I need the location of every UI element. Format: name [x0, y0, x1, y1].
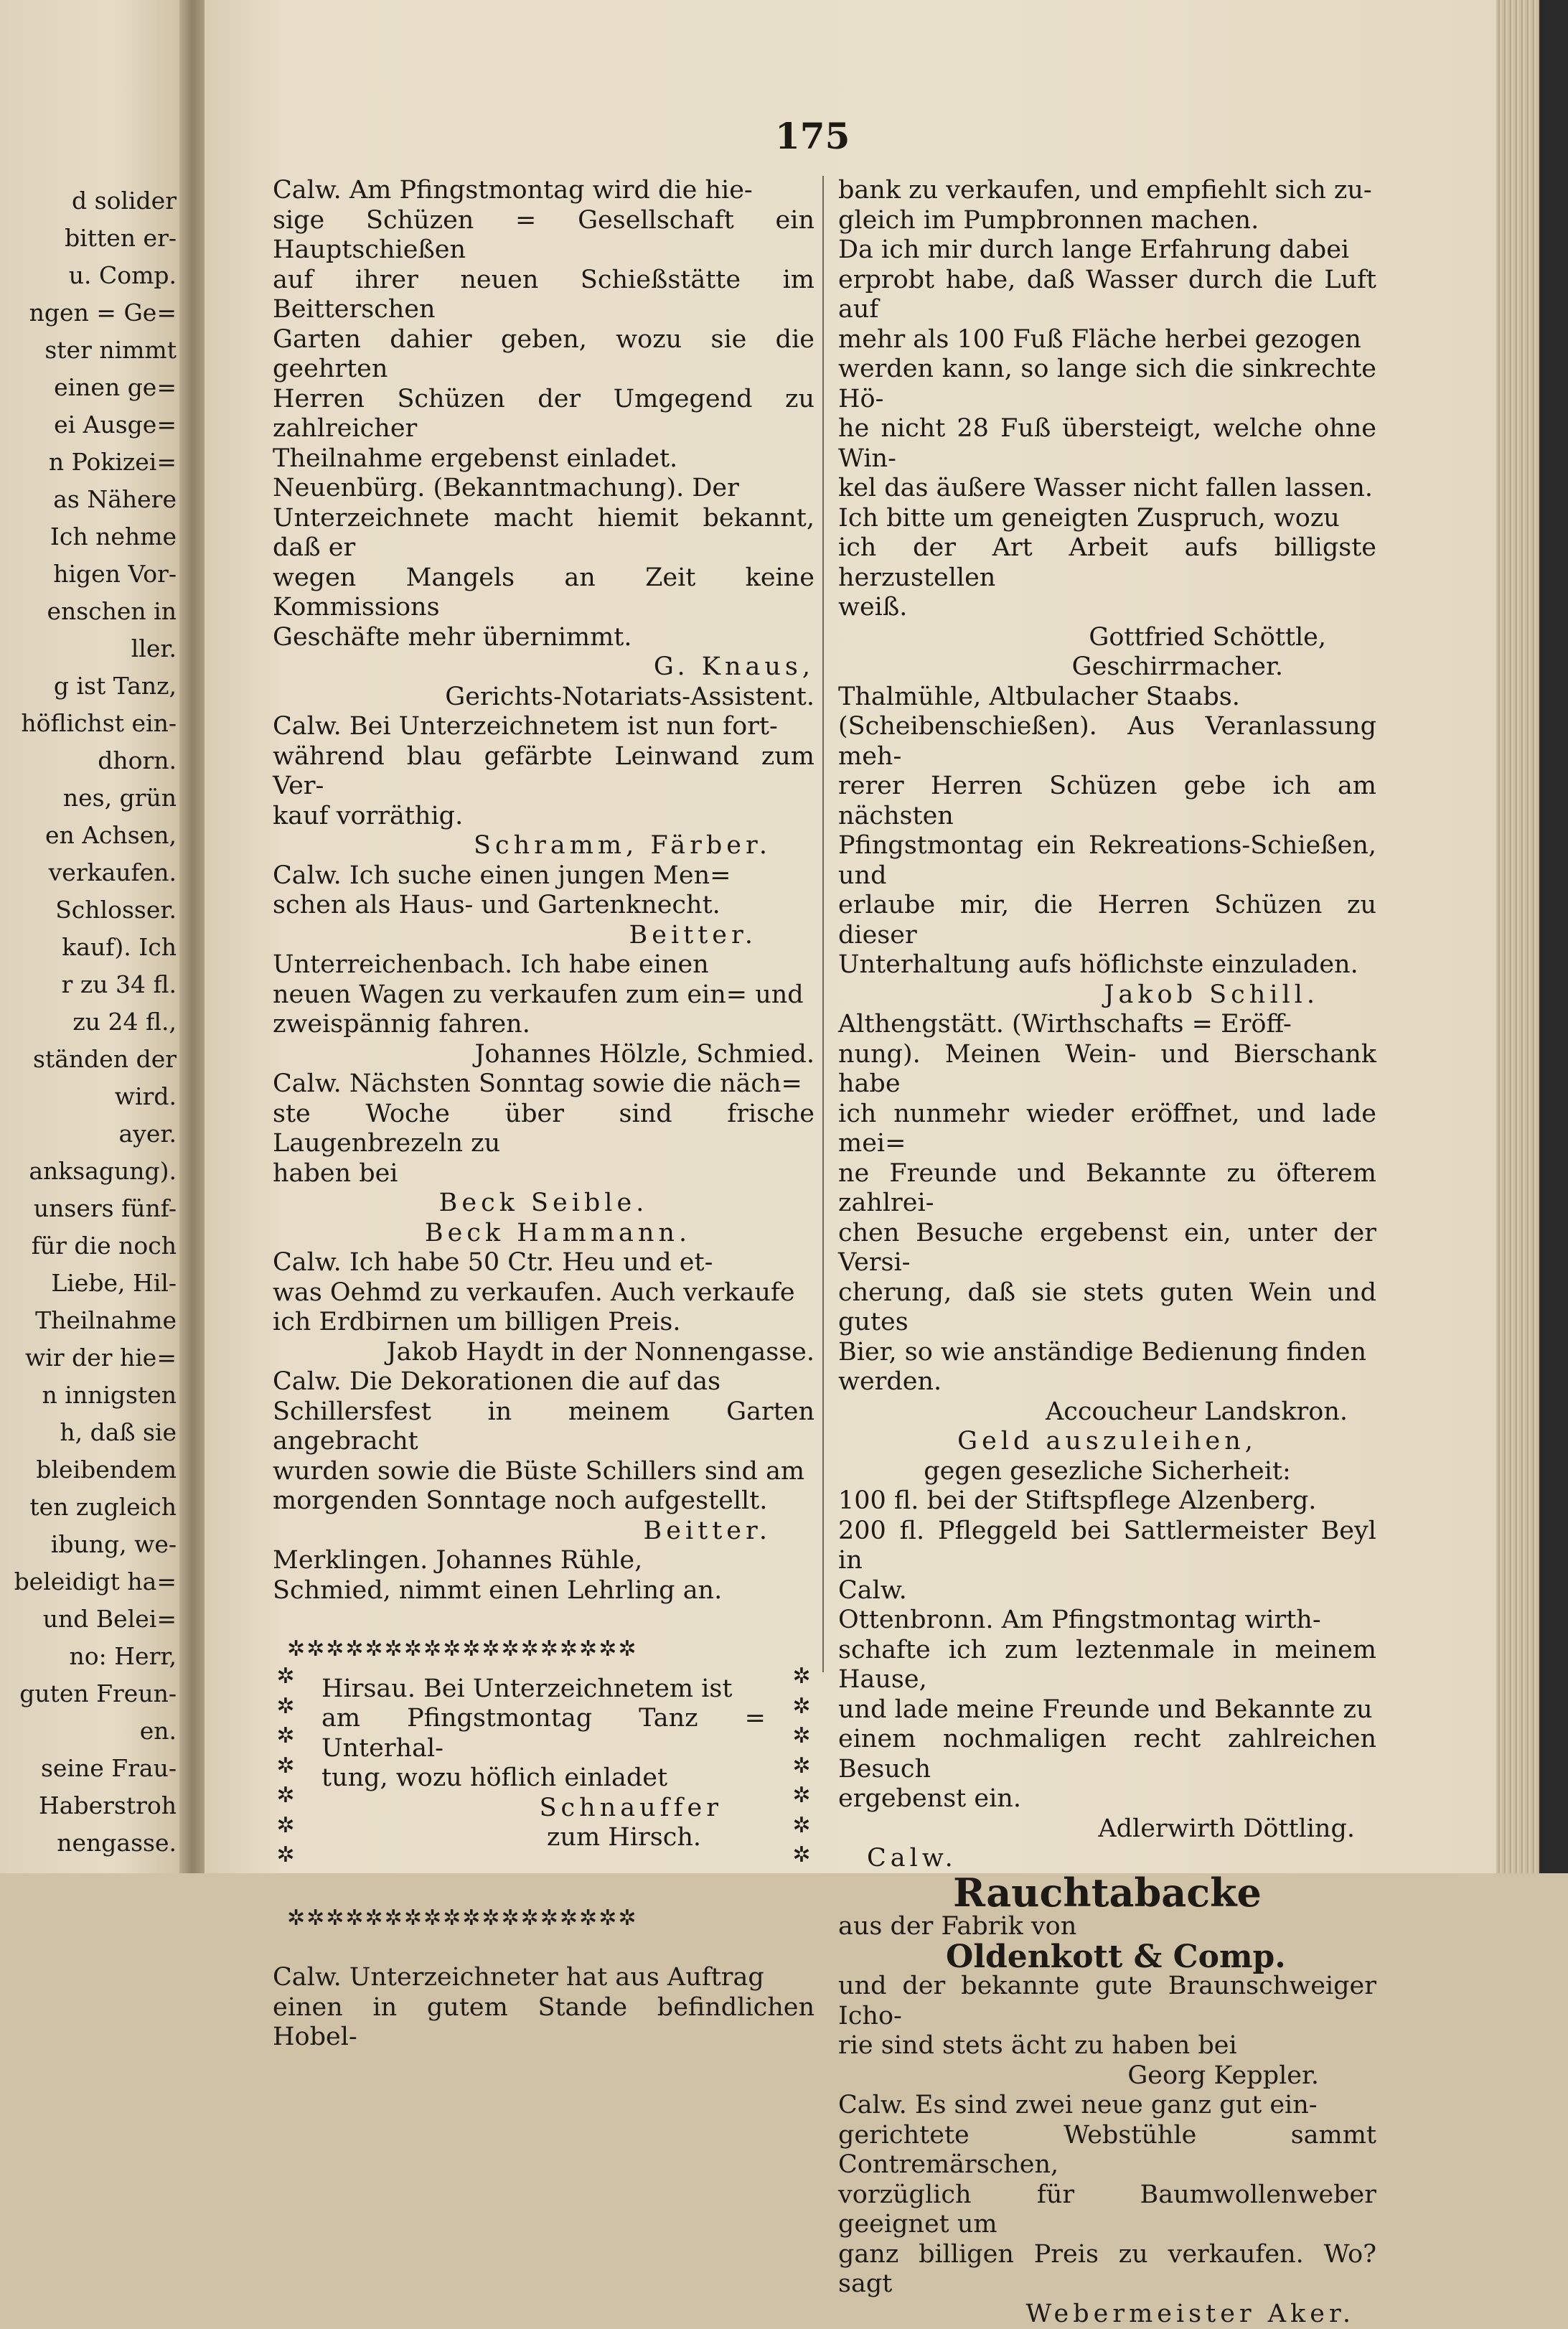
text-line: morgenden Sonntage noch aufgestellt. [273, 1486, 814, 1517]
ad-calw-leinwand [273, 712, 814, 831]
left-page-fragment: as Nähere [53, 485, 177, 514]
left-page-fragment: wir der hie= [25, 1344, 177, 1372]
text-line: (Scheibenschießen). Aus Veranlassung meh- [838, 712, 1376, 772]
text-line: Geschäfte mehr übernimmt. [273, 623, 814, 653]
left-page-fragment: ayer. [119, 1120, 177, 1148]
text-line: Pfingstmontag ein Rekreations-Schießen, und [838, 831, 1376, 891]
text-line: Calw. Am Pfingstmontag wird die hie- [273, 176, 814, 206]
ad-althengstaett [838, 1010, 1376, 1397]
ad-calw-schillersfest [273, 1367, 814, 1517]
left-page-fragment: ten zugleich [29, 1493, 177, 1522]
signature: Adlerwirth Döttling. [838, 1814, 1376, 1845]
ad-ottenbronn [838, 1606, 1376, 1814]
text-line: sige Schüzen = Gesellschaft ein Hauptschießen [273, 206, 814, 266]
left-page-fragment: kauf). Ich [62, 933, 177, 962]
text-line: cherung, daß sie stets guten Wein und gutes [838, 1278, 1376, 1338]
star-icon: ✲ [276, 1721, 294, 1751]
text-line: Unterreichenbach. Ich habe einen [273, 950, 814, 980]
left-page-fragment: higen Vor- [53, 560, 177, 589]
left-page-fragment: dhorn. [98, 746, 177, 775]
left-page-fragment: d solider [72, 187, 177, 215]
text-line: werden. [838, 1367, 1376, 1397]
text-line: haben bei [273, 1159, 814, 1189]
star-icon: ✲ [792, 1840, 810, 1870]
left-page-fragment: no: Herr, [70, 1642, 177, 1671]
text-line: ne Freunde und Bekannte zu öfterem zahlrei- [838, 1159, 1376, 1219]
left-page-fragment: enschen in [47, 597, 177, 626]
text-line: Calw. Es sind zwei neue ganz gut ein- [838, 2091, 1376, 2121]
text-line: Herren Schüzen der Umgegend zu zahlreicher [273, 385, 814, 444]
ad-zuspruch [838, 504, 1376, 623]
text-line: wurden sowie die Büste Schillers sind am [273, 1457, 814, 1487]
text-line: Merklingen. Johannes Rühle, [273, 1546, 814, 1576]
star-icon: ✲ [276, 1811, 294, 1841]
signature: Gottfried Schöttle, [838, 623, 1376, 653]
left-page-fragment: guten Freun- [19, 1679, 177, 1708]
rauchtabacke-title: Rauchtabacke [838, 1878, 1376, 1908]
brand-name: Oldenkott & Comp. [838, 1942, 1376, 1972]
left-page-fragment: r zu 34 fl. [62, 970, 177, 999]
ad-calw-hobelbank [273, 1963, 814, 2053]
signature: Johannes Hölzle, Schmied. [273, 1040, 814, 1070]
text-line: und lade meine Freunde und Bekannte zu [838, 1695, 1376, 1725]
signature: Georg Keppler. [838, 2061, 1376, 2091]
page-edge [1496, 0, 1568, 1873]
ad-calw-heu [273, 1248, 814, 1338]
ad-calw-brezeln [273, 1069, 814, 1189]
text-line: gleich im Pumpbronnen machen. [838, 206, 1376, 236]
left-page-fragment: en Achsen, [45, 821, 177, 850]
text-line: ich nunmehr wieder eröffnet, und lade mei= [838, 1100, 1376, 1159]
star-icon: ✲ [792, 1781, 810, 1811]
text-line: Garten dahier geben, wozu sie die geehrten [273, 325, 814, 385]
star-border-top: ✲✲✲✲✲✲✲✲✲✲✲✲✲✲✲✲✲✲ [287, 1634, 800, 1664]
text-line: werden kann, so lange sich die sinkrechte Hö- [838, 355, 1376, 414]
left-page-fragment: en. [140, 1717, 177, 1745]
left-page-fragment: Liebe, Hil- [51, 1269, 177, 1298]
left-page-fragment: beleidigt ha= [14, 1567, 177, 1596]
text-line: Calw. Ich habe 50 Ctr. Heu und et- [273, 1248, 814, 1278]
ad-merklingen [273, 1546, 814, 1606]
text-line: Unterhaltung aufs höflichste einzuladen. [838, 950, 1376, 980]
signature: zum Hirsch. [321, 1823, 766, 1853]
left-page-fragment: wird. [115, 1082, 177, 1111]
text-line: und der bekannte gute Braunschweiger Icho- [838, 1972, 1376, 2031]
left-page-fragment: und Belei= [43, 1605, 177, 1634]
text-line: Neuenbürg. (Bekanntmachung). Der [273, 474, 814, 504]
left-page-fragment: ster nimmt [44, 336, 177, 365]
text-line: was Oehmd zu verkaufen. Auch verkaufe [273, 1278, 814, 1308]
ad-neuenbuerg [273, 474, 814, 652]
star-border-bottom: ✲✲✲✲✲✲✲✲✲✲✲✲✲✲✲✲✲✲ [287, 1903, 800, 1934]
ad-calw-webstuehle [838, 2091, 1376, 2300]
ad-calw-schuetzen [273, 176, 814, 474]
text-line: ich der Art Arbeit aufs billigste herzustellen [838, 533, 1376, 593]
text-line: ergebenst ein. [838, 1784, 1376, 1814]
left-page-fragment: nes, grün [63, 784, 177, 812]
left-page-fragment: zu 24 fl., [72, 1008, 177, 1036]
text-line: 100 fl. bei der Stiftspflege Alzenberg. [838, 1486, 1376, 1517]
signature: Beck Seible. [273, 1189, 814, 1219]
column-divider [822, 176, 824, 1672]
signature: Geschirrmacher. [838, 652, 1376, 683]
text-line: schen als Haus- und Gartenknecht. [273, 891, 814, 921]
ad-pumpbronnen [838, 235, 1376, 504]
text-line: rerer Herren Schüzen gebe ich am nächsten [838, 772, 1376, 831]
text-line: Da ich mir durch lange Erfahrung dabei [838, 235, 1376, 266]
text-line: auf ihrer neuen Schießstätte im Beitterschen [273, 266, 814, 325]
text-line: Calw. Die Dekorationen die auf das [273, 1367, 814, 1397]
left-page-fragment: seine Frau- [41, 1754, 177, 1783]
text-line: zweispännig fahren. [273, 1010, 814, 1040]
star-icon: ✲ [276, 1840, 294, 1870]
left-page-fragment: ller. [131, 634, 177, 663]
left-page-fragment: n Pokizei= [49, 448, 177, 477]
signature: Accoucheur Landskron. [838, 1397, 1376, 1428]
text-line: Althengstätt. (Wirthschafts = Eröff- [838, 1010, 1376, 1040]
ad-tabak-text [838, 1972, 1376, 2061]
left-page-fragment: unsers fünf- [34, 1194, 177, 1223]
star-icon: ✲ [276, 1751, 294, 1781]
star-icon: ✲ [792, 1751, 810, 1781]
star-border-right [789, 1662, 814, 1906]
text-line: ganz billigen Preis zu verkaufen. Wo? sagt [838, 2240, 1376, 2300]
boxed-ad-text [321, 1664, 766, 1794]
left-page-fragment: anksagung). [29, 1157, 177, 1186]
text-line: Calw. Ich suche einen jungen Men= [273, 861, 814, 891]
left-page-fragment: verkaufen. [49, 858, 177, 887]
text-line: Thalmühle, Altbulacher Staabs. [838, 683, 1376, 713]
left-facing-page [0, 0, 188, 1873]
text-line: Hirsau. Bei Unterzeichnetem ist [321, 1674, 766, 1705]
text-line: wegen Mangels an Zeit keine Kommissions [273, 563, 814, 623]
boxed-ad-hirsau [273, 1618, 814, 1949]
left-page-fragment: bitten er- [65, 224, 177, 253]
left-page-fragment: nengasse. [57, 1829, 177, 1857]
text-line: erprobt habe, daß Wasser durch die Luft auf [838, 266, 1376, 325]
loan-subtitle: gegen gesezliche Sicherheit: [838, 1457, 1376, 1487]
ad-thalmuehle [838, 683, 1376, 980]
text-line: einen in gutem Stande befindlichen Hobel- [273, 1993, 814, 2053]
ad-unterreichenbach [273, 950, 814, 1040]
text-line: Calw. [838, 1576, 1376, 1606]
text-line: am Pfingstmontag Tanz = Unterhal- [321, 1704, 766, 1763]
text-line: chen Besuche ergebenst ein, unter der Versi- [838, 1219, 1376, 1278]
text-line: kel das äußere Wasser nicht fallen lassen. [838, 474, 1376, 504]
text-line: Calw. Unterzeichneter hat aus Auftrag [273, 1963, 814, 1993]
left-page-fragment: Schlosser. [55, 896, 177, 924]
left-page-fragment: ständen der [33, 1045, 177, 1074]
text-line: nung). Meinen Wein- und Bierschank habe [838, 1040, 1376, 1100]
place-heading: Calw. [838, 1844, 1376, 1874]
text-line: kauf vorräthig. [273, 802, 814, 832]
text-line: mehr als 100 Fuß Fläche herbei gezogen [838, 325, 1376, 355]
text-line: 200 fl. Pfleggeld bei Sattlermeister Beyl in [838, 1517, 1376, 1576]
page-number: 175 [775, 115, 850, 157]
ad-calw-knecht [273, 861, 814, 921]
left-page-fragment: Haberstroh [39, 1791, 177, 1820]
text-line: weiß. [838, 593, 1376, 623]
signature: Schramm, Färber. [273, 831, 814, 861]
text-line: he nicht 28 Fuß übersteigt, welche ohne Win- [838, 414, 1376, 474]
signature: Schnauffer [321, 1794, 766, 1824]
left-page-fragment: einen ge= [54, 373, 177, 402]
text-line: Unterzeichnete macht hiemit bekannt, daß er [273, 504, 814, 563]
loan-title: Geld auszuleihen, [838, 1427, 1376, 1457]
text-line: während blau gefärbte Leinwand zum Ver- [273, 742, 814, 802]
signature: Beitter. [273, 1517, 814, 1547]
text-line: Ottenbronn. Am Pfingstmontag wirth- [838, 1606, 1376, 1636]
signature: Beitter. [273, 921, 814, 951]
text-line: Schillersfest in meinem Garten angebracht [273, 1397, 814, 1457]
signature: Jakob Haydt in der Nonnengasse. [273, 1338, 814, 1368]
left-page-fragment: ibung, we- [51, 1530, 177, 1559]
text-line: tung, wozu höflich einladet [321, 1763, 766, 1794]
left-page-fragment: n innigsten [42, 1381, 177, 1410]
text-line: Bier, so wie anständige Bedienung finden [838, 1338, 1376, 1368]
left-page-fragment: Ich nehme [50, 522, 177, 551]
text-line: vorzüglich für Baumwollenweber geeignet um [838, 2180, 1376, 2240]
text-line: einem nochmaligen recht zahlreichen Besuch [838, 1725, 1376, 1784]
signature: Webermeister Aker. [838, 2300, 1376, 2329]
signature: Beck Hammann. [273, 1219, 814, 1249]
text-line: Ich bitte um geneigten Zuspruch, wozu [838, 504, 1376, 534]
left-page-fragment: Theilnahme [35, 1306, 177, 1335]
text-line: neuen Wagen zu verkaufen zum ein= und [273, 980, 814, 1011]
star-icon: ✲ [276, 1662, 294, 1692]
left-page-fragment: höflichst ein- [21, 709, 177, 738]
text-line: Schmied, nimmt einen Lehrling an. [273, 1576, 814, 1606]
signature: Jakob Schill. [838, 980, 1376, 1011]
star-icon: ✲ [792, 1811, 810, 1841]
fabrik-line: aus der Fabrik von [838, 1912, 1376, 1942]
text-line: erlaube mir, die Herren Schüzen zu dieser [838, 891, 1376, 950]
loan-list [838, 1486, 1376, 1606]
star-icon: ✲ [276, 1692, 294, 1722]
book-gutter [179, 0, 208, 1873]
left-page-fragment: u. Comp. [69, 261, 177, 290]
left-page-fragment: ngen = Ge= [29, 299, 177, 327]
left-page-fragment: ei Ausge= [54, 411, 177, 439]
left-page-fragment: für die noch [32, 1232, 177, 1260]
left-page-fragment: h, daß sie [60, 1418, 177, 1447]
text-line: Calw. Bei Unterzeichnetem ist nun fort- [273, 712, 814, 742]
text-line: schafte ich zum leztenmale in meinem Hause, [838, 1636, 1376, 1695]
right-column [838, 176, 1376, 2329]
text-line: gerichtete Webstühle sammt Contremärschen, [838, 2121, 1376, 2180]
star-icon: ✲ [276, 1781, 294, 1811]
signature: G. Knaus, [273, 652, 814, 683]
signature: Gerichts-Notariats-Assistent. [273, 683, 814, 713]
text-line: ste Woche über sind frische Laugenbrezeln zu [273, 1100, 814, 1159]
star-icon: ✲ [792, 1692, 810, 1722]
text-line: bank zu verkaufen, und empfiehlt sich zu- [838, 176, 1376, 206]
left-page-fragment: g ist Tanz, [54, 672, 177, 700]
text-line: rie sind stets ächt zu haben bei [838, 2031, 1376, 2061]
ad-hobelbank-continued [838, 176, 1376, 235]
star-border-left [273, 1662, 299, 1906]
left-column [273, 176, 814, 2053]
text-line: Calw. Nächsten Sonntag sowie die näch= [273, 1069, 814, 1100]
star-icon: ✲ [792, 1662, 810, 1692]
text-line: ich Erdbirnen um billigen Preis. [273, 1308, 814, 1338]
left-page-fragment: bleibendem [36, 1456, 177, 1484]
star-icon: ✲ [792, 1721, 810, 1751]
text-line: Theilnahme ergebenst einladet. [273, 444, 814, 474]
